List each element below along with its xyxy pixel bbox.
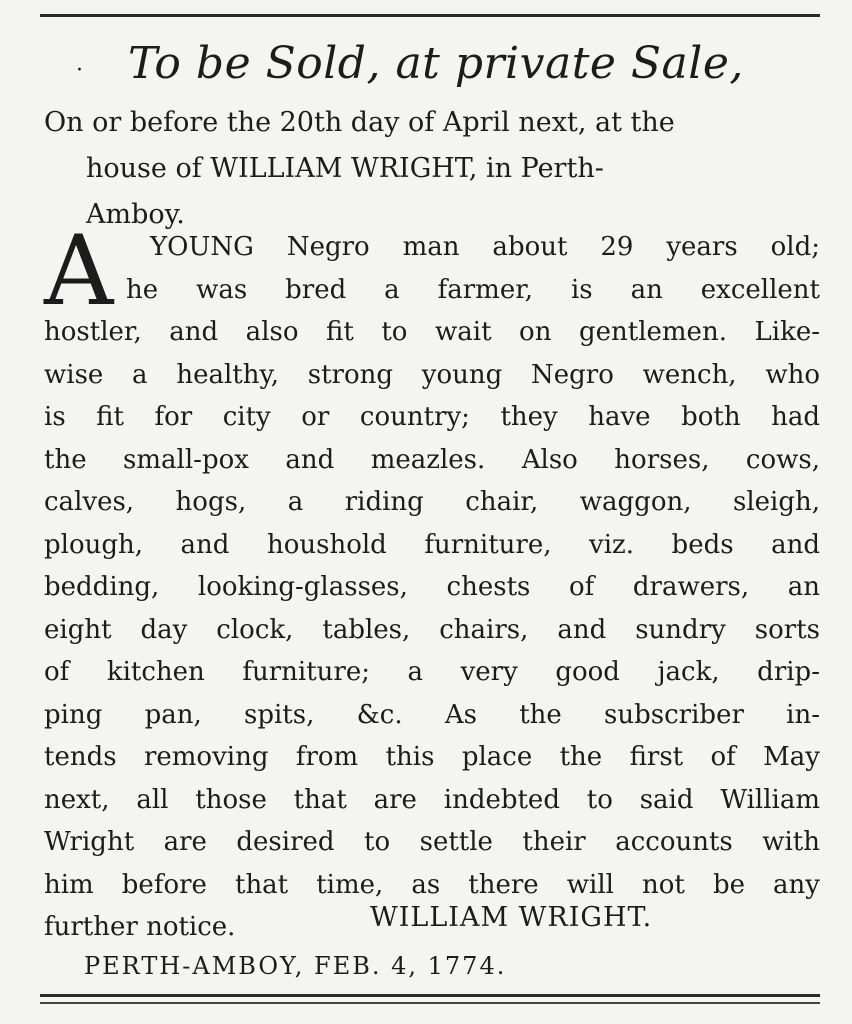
top-rule bbox=[40, 14, 820, 17]
subhead-line-1: On or before the 20th day of April next, at the bbox=[44, 107, 675, 138]
body-line: of kitchen furniture; a very good jack, drip- bbox=[44, 657, 820, 687]
ad-headline: To be Sold, at private Sale, bbox=[128, 38, 744, 89]
body-line: YOUNG Negro man about 29 years old; bbox=[150, 232, 820, 262]
ornament-dot: · bbox=[76, 58, 83, 83]
body-line: tends removing from this place the first of May bbox=[44, 742, 820, 772]
body-line: calves, hogs, a riding chair, waggon, sleigh, bbox=[44, 487, 820, 517]
body-line: bedding, looking-glasses, chests of drawers, an bbox=[44, 572, 820, 602]
bottom-rule-thin bbox=[40, 1002, 820, 1004]
body-line: the small-pox and meazles. Also horses, cows, bbox=[44, 444, 820, 475]
ad-body bbox=[44, 215, 820, 949]
subhead-line-2: house of WILLIAM WRIGHT, in Perth- bbox=[86, 153, 604, 184]
body-line: further notice. bbox=[44, 912, 236, 942]
signature: WILLIAM WRIGHT. bbox=[370, 902, 653, 933]
dateline: PERTH-AMBOY, FEB. 4, 1774. bbox=[84, 952, 507, 980]
body-line: ping pan, spits, &c. As the subscriber in- bbox=[44, 699, 820, 730]
body-line: Wright are desired to settle their accounts with bbox=[44, 827, 820, 857]
body-line: him before that time, as there will not be any bbox=[44, 869, 820, 900]
ad-subhead bbox=[44, 100, 820, 238]
body-line: is fit for city or country; they have both had bbox=[44, 402, 820, 432]
body-line: plough, and houshold furniture, viz. beds and bbox=[44, 529, 820, 560]
subhead-line-3: Amboy. bbox=[86, 199, 185, 230]
bottom-rule bbox=[40, 994, 820, 997]
body-line: wise a healthy, strong young Negro wench, who bbox=[44, 359, 820, 390]
body-line: eight day clock, tables, chairs, and sundry sorts bbox=[44, 614, 820, 645]
body-line: next, all those that are indebted to said William bbox=[44, 784, 820, 815]
body-line: hostler, and also fit to wait on gentlemen. Like- bbox=[44, 317, 820, 347]
body-line: he was bred a farmer, is an excellent bbox=[126, 274, 820, 305]
drop-cap: A bbox=[44, 215, 114, 327]
